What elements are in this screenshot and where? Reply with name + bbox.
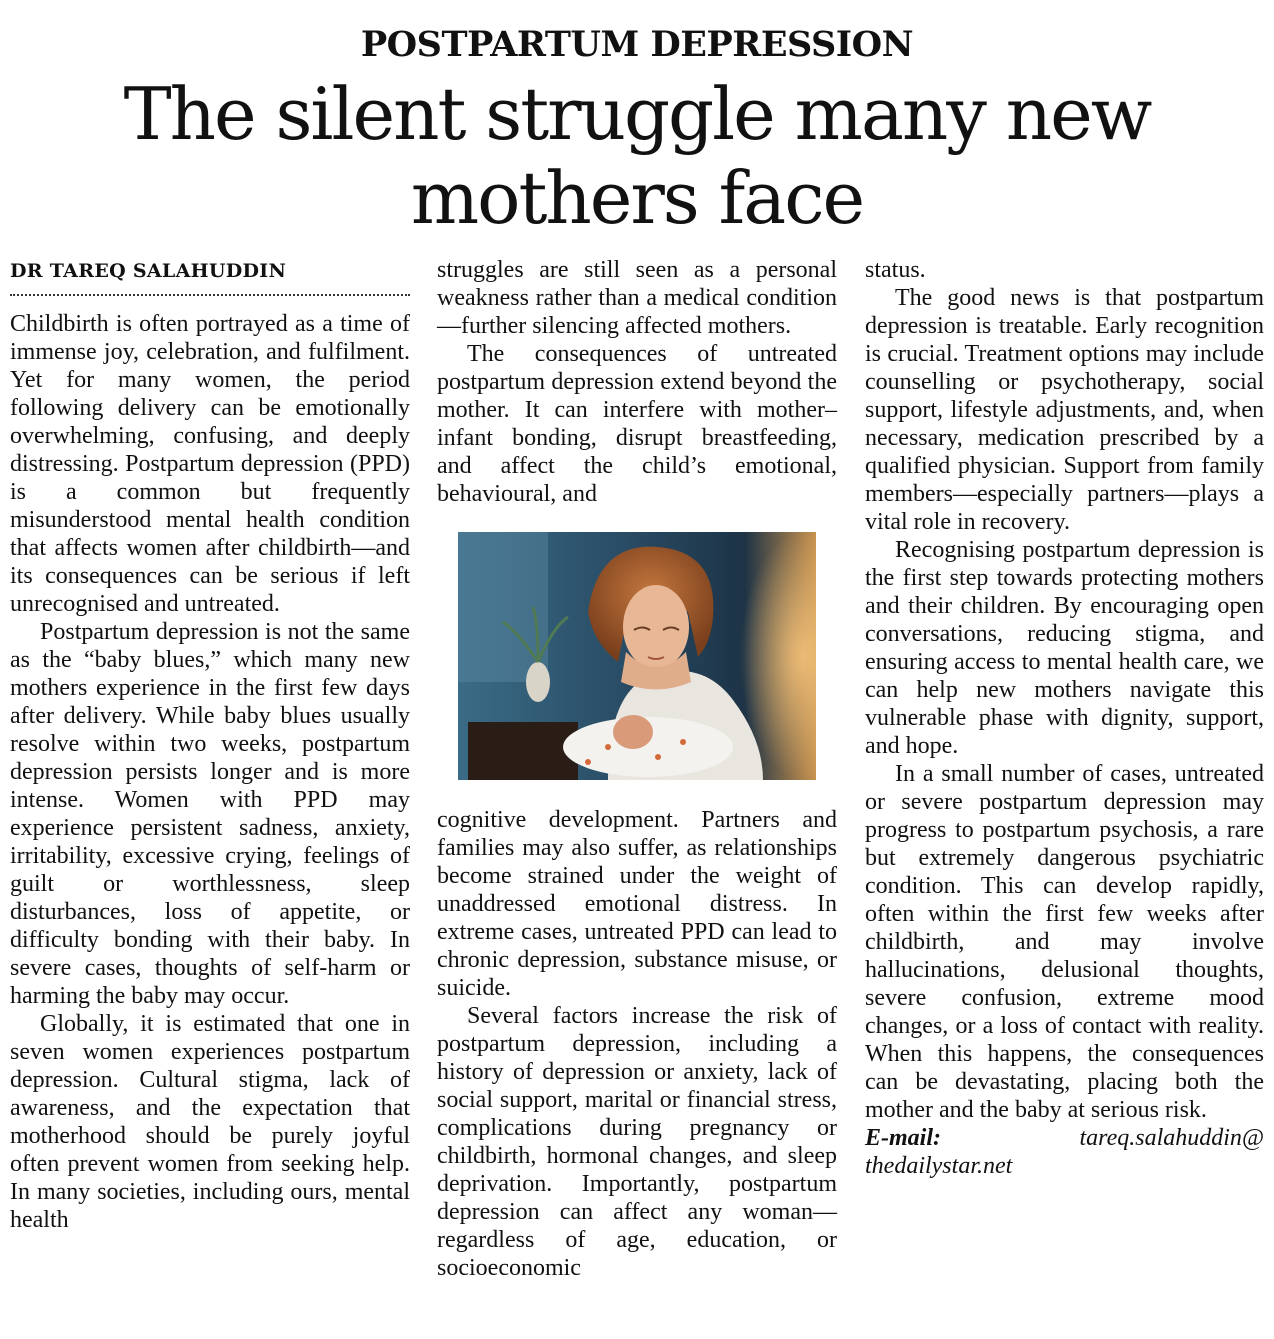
paragraph: In a small number of cases, untreated or severe postpartum depression may progress to postpartum psychosis, a rare but extremely dangerous psychiatric condition. This can develop rapidly, often within the first few weeks after childbirth, and may involve hallucinations, delusional thoughts, severe confusion, extreme mood changes, or a loss of contact with reality. When this happens, the consequences can be devastating, placing both the mother and the baby at serious risk.	[865, 761, 1264, 1123]
paragraph: Recognising postpartum depression is the first step towards protecting mothers and their children. By encouraging open conversations, reducing stigma, and ensuring access to mental health care, we can help new mothers navigate this vulnerable phase with dignity, support, and hope.	[865, 537, 1264, 759]
headline: The silent struggle many new mothers face	[123, 72, 1151, 240]
photo-illustration	[458, 532, 816, 780]
column-3	[865, 256, 1264, 1180]
email-address[interactable]: tareq.salahuddin@ thedailystar.net	[865, 1125, 1264, 1179]
paragraph: struggles are still seen as a personal weakness rather than a medical condition—further silencing affected mothers.	[437, 257, 837, 339]
paragraph: Childbirth is often portrayed as a time of immense joy, celebration, and fulfilment. Yet for many women, the period following delivery can be emotionally overwhelming, confusing, and deeply distressing. Postpartum depression (PPD) is a common but frequently misunderstood mental health condition that affects women after childbirth—and its consequences can be serious if left unrecognised and untreated.	[10, 311, 410, 617]
author-email	[865, 1124, 1264, 1180]
column-2	[437, 256, 837, 1282]
paragraph: status.	[865, 257, 926, 283]
mother-holding-baby-photo	[458, 532, 816, 780]
paragraph: Globally, it is estimated that one in seven women experiences postpartum depression. Cultural stigma, lack of awareness, and the expectation that motherhood should be purely joyful often prevent women from seeking help. In many societies, including ours, mental health	[10, 1011, 410, 1233]
paragraph: The good news is that postpartum depression is treatable. Early recognition is crucial. Treatment options may include counselling or psychotherapy, social support, lifestyle adjustments, and, when necessary, medication prescribed by a qualified physician. Support from family members—especially partners—plays a vital role in recovery.	[865, 285, 1264, 535]
paragraph: Postpartum depression is not the same as the “baby blues,” which many new mothers experience in the first few days after delivery. While baby blues usually resolve within two weeks, postpartum depression persists longer and is more intense. Women with PPD may experience persistent sadness, anxiety, irritability, excessive crying, feelings of guilt or worthlessness, sleep disturbances, loss of appetite, or difficulty bonding with their baby. In severe cases, thoughts of self-harm or harming the baby may occur.	[10, 619, 410, 1009]
paragraph: Several factors increase the risk of postpartum depression, including a history of depression or anxiety, lack of social support, marital or financial stress, complications during pregnancy or childbirth, hormonal changes, and sleep deprivation. Importantly, postpartum depression can affect any woman—regardless of age, education, or socioeconomic	[437, 1003, 837, 1281]
byline: DR TAREQ SALAHUDDIN	[10, 260, 287, 282]
column-1	[10, 256, 410, 1234]
byline-divider	[10, 294, 410, 296]
email-label: E-mail:	[865, 1125, 941, 1151]
paragraph: The consequences of untreated postpartum depression extend beyond the mother. It can interfere with mother–infant bonding, disrupt breastfeeding, and affect the child’s emotional, behavioural, and	[437, 341, 837, 507]
kicker: POSTPARTUM DEPRESSION	[360, 24, 914, 65]
paragraph: cognitive development. Partners and families may also suffer, as relationships become strained under the weight of unaddressed emotional distress. In extreme cases, untreated PPD can lead to chronic depression, substance misuse, or suicide.	[437, 807, 837, 1001]
